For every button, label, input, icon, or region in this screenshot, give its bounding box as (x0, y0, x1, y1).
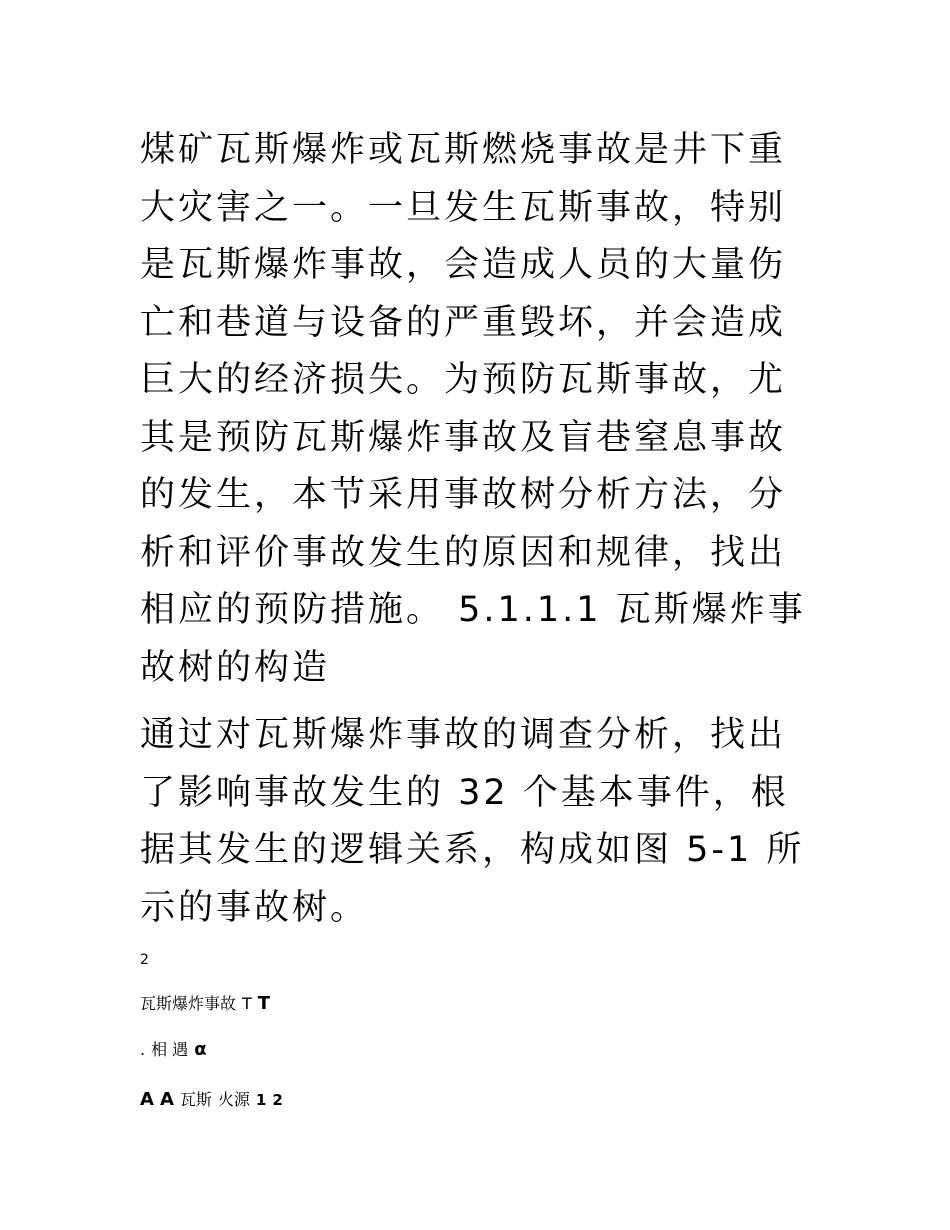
gate-symbol: α (194, 1039, 207, 1060)
top-symbol-2: T (257, 993, 271, 1014)
gate-text: 相 遇 (151, 1040, 189, 1059)
body-paragraph-1: 煤矿瓦斯爆炸或瓦斯燃烧事故是井下重大灾害之一。一旦发生瓦斯事故，特别是瓦斯爆炸事故，会造成人员的大量伤亡和巷道与设备的严重毁坏，并会造成巨大的经济损失。为预防瓦斯事故，尤其是预防瓦斯爆炸事故及盲巷窒息事故的发生，本节采用事故树分析方法，分析和评价事故发生的原因和规律，找出相应的预防措施。 5.1.1.1 瓦斯爆炸事故树的构造 (140, 130, 806, 688)
top-event-text: 瓦斯爆炸事故 (140, 994, 237, 1013)
node-gas: 瓦斯 (179, 1090, 212, 1109)
node-sub-1: 1 (255, 1091, 267, 1109)
node-fire: 火源 (217, 1090, 250, 1109)
fault-tree-nodes-label (140, 1090, 283, 1110)
top-symbol-1: T (242, 994, 252, 1013)
node-a2: A (159, 1089, 174, 1110)
fault-tree-gate-label (140, 1040, 207, 1060)
gate-prefix: . (140, 1040, 146, 1059)
fault-tree-top-event-label (140, 994, 270, 1014)
node-a1: A (140, 1089, 154, 1110)
page-number: 2 (140, 952, 149, 968)
body-paragraph-2: 通过对瓦斯爆炸事故的调查分析，找出了影响事故发生的 32 个基本事件，根据其发生的逻辑关系，构成如图 5-1 所示的事故树。 (140, 715, 805, 928)
node-sub-2: 2 (272, 1091, 283, 1109)
